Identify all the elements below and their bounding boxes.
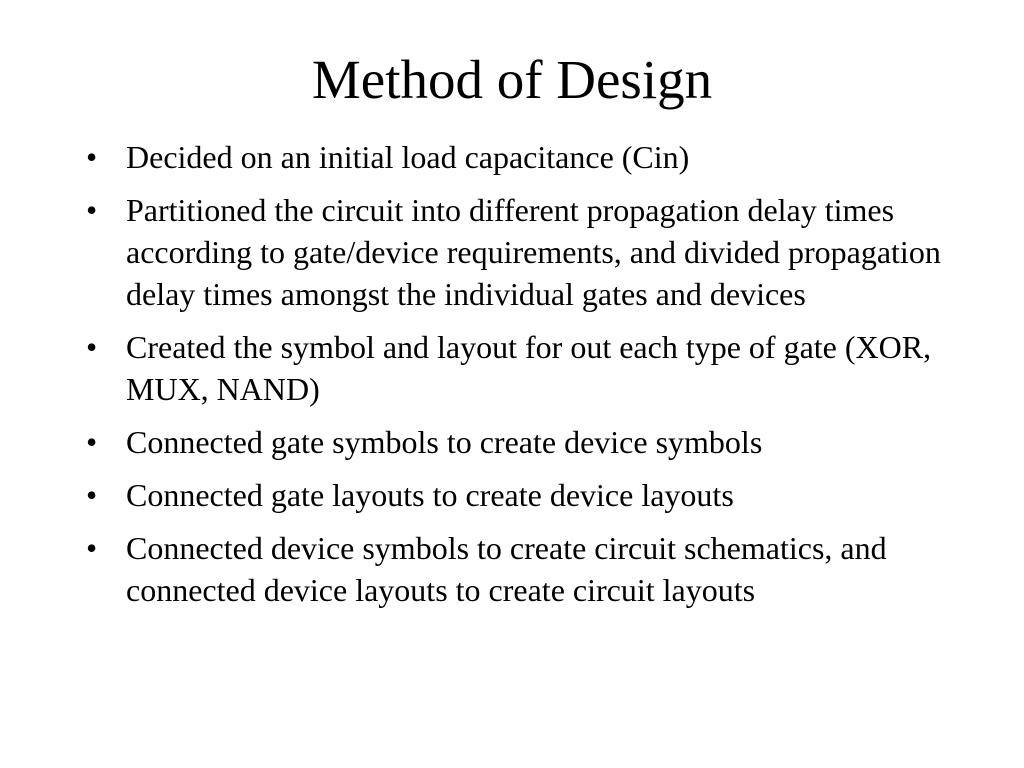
- bullet-icon: •: [86, 424, 98, 460]
- bullet-item: [86, 421, 966, 463]
- bullet-icon: •: [86, 530, 98, 566]
- slide-title: Method of Design: [311, 49, 713, 110]
- bullet-list: [86, 136, 966, 622]
- bullet-text: Connected device symbols to create circuit schematics, and connected device layouts to create circuit layouts: [126, 530, 887, 608]
- bullet-text: Connected gate layouts to create device layouts: [126, 477, 734, 513]
- bullet-item: [86, 474, 966, 516]
- bullet-icon: •: [86, 139, 98, 175]
- bullet-item: [86, 527, 966, 611]
- bullet-item: [86, 136, 966, 178]
- bullet-text: Partitioned the circuit into different propagation delay times according to gate/device requirements, and divided propagation delay times amongst the individual gates and devices: [126, 192, 941, 312]
- bullet-text: Connected gate symbols to create device symbols: [126, 424, 763, 460]
- bullet-text: Decided on an initial load capacitance (Cin): [126, 139, 690, 175]
- bullet-icon: •: [86, 192, 98, 228]
- bullet-icon: •: [86, 477, 98, 513]
- bullet-item: [86, 189, 966, 315]
- bullet-item: [86, 326, 966, 410]
- bullet-icon: •: [86, 329, 98, 365]
- bullet-text: Created the symbol and layout for out each type of gate (XOR, MUX, NAND): [126, 329, 932, 407]
